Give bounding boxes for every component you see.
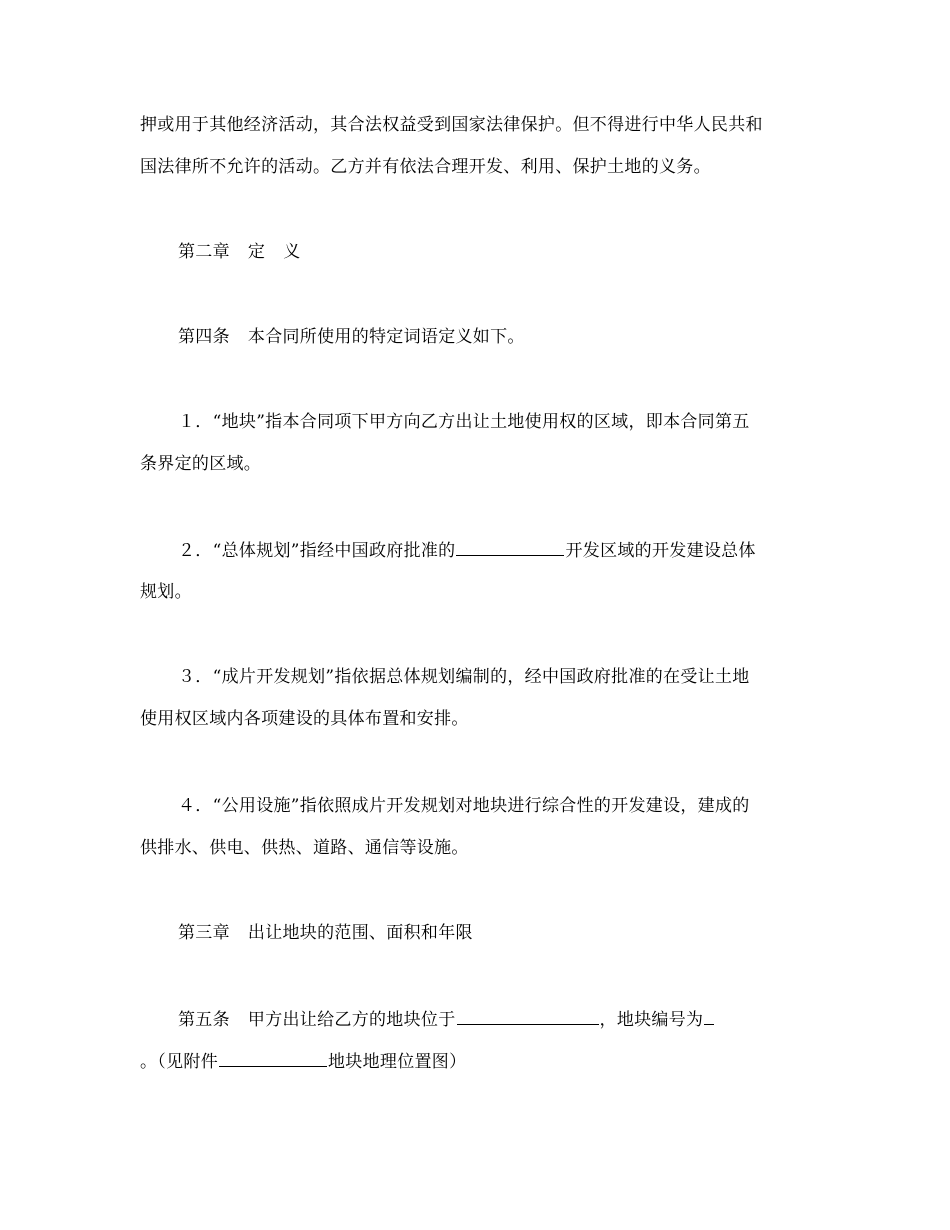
article-4	[178, 326, 525, 348]
article-4-text: 本合同所使用的特定词语定义如下。	[247, 327, 525, 347]
chapter-3-heading	[178, 922, 473, 944]
chapter-3-name: 出让地块的范围、面积和年限	[247, 923, 473, 943]
definition-3-line-1: ３．“成片开发规划”指依据总体规划编制的，经中国政府批准的在受让土地	[178, 667, 750, 687]
definition-3-line-2: 使用权区域内各项建设的具体布置和安排。	[140, 709, 469, 729]
article-5-line-2-post: 地块地理位置图）	[328, 1052, 467, 1072]
paragraph-intro-line-1: 押或用于其他经济活动，其合法权益受到国家法律保护。但不得进行中华人民共和	[140, 115, 763, 135]
article-5-line-2	[140, 1050, 466, 1073]
definition-2-text-post: 开发区域的开发建设总体	[565, 541, 756, 561]
article-5-text-pre: 甲方出让给乙方的地块位于	[247, 1010, 456, 1030]
article-5-text-mid: ，地块编号为	[599, 1010, 704, 1030]
fill-blank-development-area	[456, 539, 564, 556]
paragraph-intro-line-2: 国法律所不允许的活动。乙方并有依法合理开发、利用、保护土地的义务。	[140, 157, 711, 177]
article-4-label: 第四条	[178, 327, 230, 347]
definition-4-line-1: ４．“公用设施”指依照成片开发规划对地块进行综合性的开发建设，建成的	[178, 796, 750, 816]
definition-2-text-pre: ２．“总体规划”指经中国政府批准的	[178, 541, 456, 561]
article-5-line-1	[178, 1008, 715, 1031]
fill-blank-attachment	[219, 1050, 327, 1067]
fill-blank-location	[457, 1008, 599, 1025]
chapter-2-name-b: 义	[283, 242, 301, 262]
definition-4-line-2: 供排水、供电、供热、道路、通信等设施。	[140, 838, 469, 858]
definition-1-line-2: 条界定的区域。	[140, 454, 262, 474]
definition-2-line-2: 规划。	[140, 582, 192, 602]
chapter-2-name-a: 定	[247, 242, 266, 262]
definition-1-line-1: １．“地块”指本合同项下甲方向乙方出让土地使用权的区域，即本合同第五	[178, 412, 750, 432]
article-5-line-2-pre: 。（见附件	[140, 1052, 218, 1072]
chapter-2-number: 第二章	[178, 242, 230, 262]
article-5-label: 第五条	[178, 1010, 230, 1030]
chapter-3-number: 第三章	[178, 923, 230, 943]
fill-blank-parcel-number	[704, 1008, 714, 1025]
chapter-2-heading	[178, 241, 301, 263]
definition-2-line-1	[178, 539, 756, 562]
